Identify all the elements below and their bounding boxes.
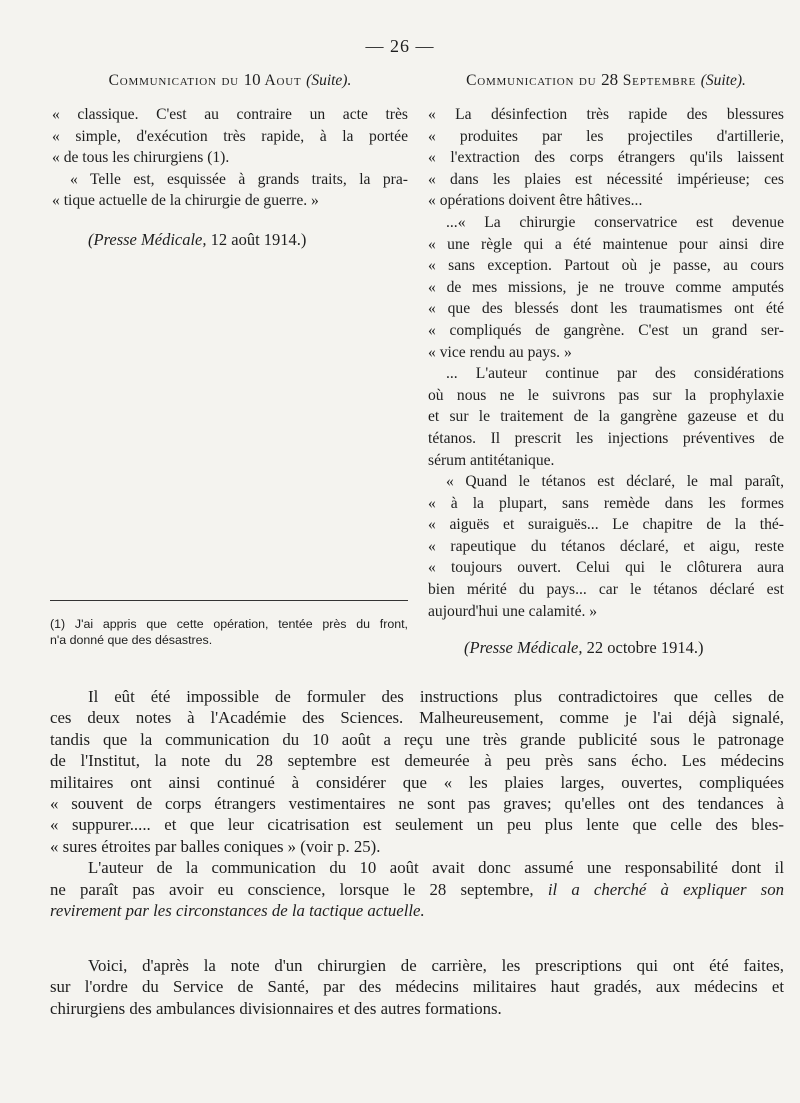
left-text-line: « classique. C'est au contraire un acte très	[52, 106, 408, 123]
right-text-line: « l'extraction des corps étrangers qu'ils laissent	[428, 149, 784, 167]
left-heading-suite: (Suite).	[306, 72, 352, 89]
left-column	[52, 70, 408, 250]
left-text-line: « tique actuelle de la chirurgie de guerre. »	[52, 192, 319, 210]
right-heading-month: Septembre	[622, 72, 697, 89]
left-heading-prefix: Communication du	[108, 72, 239, 89]
left-text-line: « simple, d'exécution très rapide, à la portée	[52, 127, 408, 145]
left-heading-month: Aout	[264, 72, 302, 89]
left-heading-date: 10	[243, 70, 261, 89]
right-text-line: « rapeutique du tétanos déclaré, et aigu, reste	[428, 537, 784, 555]
left-source-date: 12 août 1914.)	[210, 229, 307, 249]
left-text-line: « de tous les chirurgiens (1).	[52, 149, 230, 167]
right-text-line: ...« La chirurgie conservatrice est devenue	[446, 213, 784, 231]
left-source-title: (Presse Médicale,	[88, 229, 207, 249]
right-text-line: « opérations doivent être hâtives...	[428, 192, 643, 210]
body-line: militaires ont ainsi continué à considérer que « les plaies larges, ouvertes, compliquées	[50, 772, 784, 792]
right-text-line: « une règle qui a été maintenue pour ainsi dire	[428, 235, 784, 253]
right-text-line: « toujours ouvert. Celui qui le clôturera aura	[428, 559, 784, 577]
right-text-line: « de mes missions, je ne trouve comme amputés	[428, 278, 784, 296]
body-paragraph-1	[50, 686, 784, 921]
right-text-line: « La désinfection très rapide des blessures	[428, 106, 784, 123]
right-text-line: aujourd'hui une calamité. »	[428, 602, 598, 620]
body-line: chirurgiens des ambulances divisionnaires et des autres formations.	[50, 998, 502, 1018]
right-text-line: « sans exception. Partout où je passe, au cours	[428, 257, 784, 275]
body-text-plain: ne paraît pas avoir eu conscience, lorsque le 28 septembre,	[50, 879, 534, 899]
right-text-line: bien mérité du pays... car le tétanos déclaré est	[428, 581, 784, 599]
body-line: Voici, d'après la note d'un chirurgien de carrière, les prescriptions qui ont été faites,	[88, 956, 784, 975]
page-number: — 26 —	[365, 36, 435, 56]
body-line: sur l'ordre du Service de Santé, par des médecins militaires haut gradés, aux médecins et	[50, 977, 784, 997]
right-text-line: où nous ne le suivrons pas sur la prophylaxie	[428, 386, 784, 404]
body-line-italic: revirement par les circonstances de la tactique actuelle.	[50, 901, 425, 921]
left-column-heading	[52, 70, 408, 90]
right-text-line: « aiguës et suraiguës... Le chapitre de la thé-	[428, 516, 784, 534]
right-text-line: « que des blessés dont les traumatismes ont été	[428, 300, 784, 318]
right-heading-prefix: Communication du	[466, 72, 597, 89]
right-text-line: et sur le traitement de la gangrène gazeuse et du	[428, 408, 784, 426]
right-text-line: « dans les plaies est nécessité impérieuse; ces	[428, 170, 784, 188]
body-line: « suppurer..... et que leur cicatrisation est seulement un peu plus lente que celle des bles-	[50, 815, 784, 835]
right-heading-suite: (Suite).	[700, 72, 746, 89]
right-column	[428, 70, 784, 658]
right-source-date: 22 octobre 1914.)	[586, 638, 704, 658]
right-source-title: (Presse Médicale,	[464, 638, 583, 658]
right-text-line: « vice rendu au pays. »	[428, 343, 572, 361]
body-line: ces deux notes à l'Académie des Sciences. Malheureusement, comme je l'ai déjà signalé,	[50, 708, 784, 728]
right-text-line: « Quand le tétanos est déclaré, le mal paraît,	[446, 473, 784, 491]
body-line: L'auteur de la communication du 10 août avait donc assumé une responsabilité dont il	[88, 858, 784, 878]
right-source-citation	[464, 638, 784, 658]
right-column-heading	[428, 70, 784, 90]
right-text-line: tétanos. Il prescrit les injections préventives de	[428, 429, 784, 447]
right-text-line: « compliqués de gangrène. C'est un grand ser-	[428, 321, 784, 339]
body-line: « sures étroites par balles coniques » (voir p. 25).	[50, 836, 381, 856]
footnote-divider	[50, 600, 408, 601]
right-text-line: « produites par les projectiles d'artillerie,	[428, 127, 784, 145]
right-text-line: « à la plupart, sans remède dans les formes	[428, 494, 784, 512]
body-line: tandis que la communication du 10 août a reçu une très grande publicité sous le patronage	[50, 729, 784, 749]
left-source-citation	[88, 230, 408, 250]
body-line-mixed	[50, 879, 784, 900]
footnote-line: (1) J'ai appris que cette opération, tentée près du front,	[50, 617, 408, 631]
body-paragraph-3	[50, 955, 784, 1019]
body-line: de l'Institut, la note du 28 septembre est demeurée à peu près sans écho. Les médecins	[50, 751, 784, 771]
left-text-line: « Telle est, esquissée à grands traits, la pra-	[70, 170, 408, 188]
right-text-line: ... L'auteur continue par des considérations	[446, 365, 784, 383]
body-line: Il eût été impossible de formuler des instructions plus contradictoires que celles de	[88, 687, 784, 706]
body-line: « souvent de corps étrangers vestimentaires ne sont pas graves; qu'elles ont des tendances à	[50, 794, 784, 814]
body-text-italic: il a cherché à expliquer son	[547, 879, 784, 899]
right-text-line: sérum antitétanique.	[428, 451, 555, 469]
footnote-line: n'a donné que des désastres.	[50, 633, 213, 647]
right-heading-date: 28	[601, 70, 619, 89]
footnote	[50, 616, 408, 648]
